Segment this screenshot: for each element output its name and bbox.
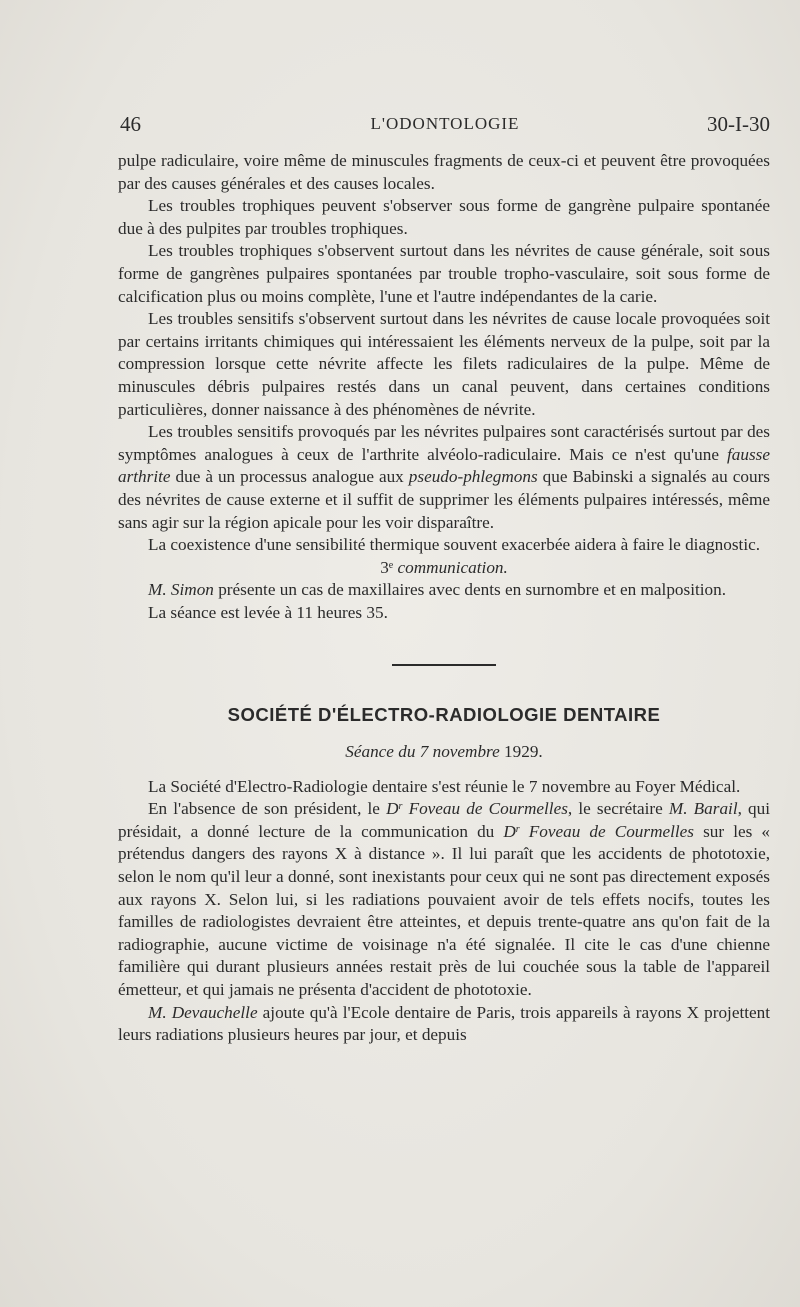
paragraph: Les troubles trophiques s'observent surtout dans les névrites de cause générale, soit sous forme de gangrènes pulpaires spontanées par trouble tropho-vasculaire, soit sous forme de calcification plus ou moins complète, l'une et l'autre indépendantes de la carie. <box>118 241 770 306</box>
paragraph: Les troubles sensitifs s'observent surtout dans les névrites de cause locale provoquées soit par certains irritants chimiques qui intéressaient les éléments nerveux de la pulpe, soit par la compression lorsque cette névrite affecte les filets radiculaires de la pulpe. Même de minuscules débris pulpaires restés dans un canal peuvent, dans certaines conditions particulières, donner naissance à des phénomènes de névrite. <box>118 309 770 419</box>
running-header <box>120 112 770 142</box>
paragraph: pulpe radiculaire, voire même de minuscules fragments de ceux-ci et peuvent être provoquées par des causes générales et des causes locales. <box>118 151 770 193</box>
section-title: SOCIÉTÉ D'ÉLECTRO-RADIOLOGIE DENTAIRE <box>227 704 661 726</box>
paragraph: La Société d'Electro-Radiologie dentaire s'est réunie le 7 novembre au Foyer Médical. <box>148 776 741 796</box>
section-divider <box>392 664 496 666</box>
paragraph: Les troubles sensitifs provoqués par les névrites pulpaires sont caractérisés surtout par des symptômes analogues à ceux de l'arthrite alvéolo-radiculaire. Mais ce n'est qu'une fausse arthrite due à un processus analogue aux pseudo-phlegmons que Babinski a signalés au cours des névrites de cause externe et il suffit de supprimer les éléments pulpaires intéressés, même sans agir sur la région apicale pour les voir disparaître. <box>118 422 770 532</box>
paragraph: M. Devauchelle ajoute qu'à l'Ecole dentaire de Paris, trois appareils à rayons X projettent leurs radiations plusieurs heures par jour, et depuis <box>118 1002 770 1045</box>
paragraph: M. Simon présente un cas de maxillaires avec dents en surnombre et en malposition. <box>148 580 727 600</box>
issue-date: 30-I-30 <box>707 112 770 136</box>
paragraph: La coexistence d'une sensibilité thermique souvent exacerbée aidera à faire le diagnostic. <box>148 535 761 555</box>
journal-title: L'ODONTOLOGIE <box>370 114 520 133</box>
paragraph: Les troubles trophiques peuvent s'observer sous forme de gangrène pulpaire spontanée due à des pulpites par troubles trophiques. <box>118 196 770 238</box>
page-body <box>118 150 770 1047</box>
meeting-date: Séance du 7 novembre 1929. <box>345 742 543 762</box>
paragraph: La séance est levée à 11 heures 35. <box>148 602 388 622</box>
communication-heading: 3e communication. <box>380 557 508 577</box>
paragraph: En l'absence de son président, le $D^r$ Foveau de Courmelles, le secrétaire M. Barail, qui présidait, a donné lecture de la communication du $D^r$ Foveau de Courmelles sur les « prétendus dangers des rayons X à distance ». Il lui paraît que les accidents de phototoxie, selon le nom qu'il leur a donné, sont inexistants pour ceux qui ne sont pas directement exposés aux rayons X. Selon lui, si les radiations pouvaient avoir de tels effets nocifs, toutes les familles de radiologistes devraient être atteintes, et depuis trente-quatre ans qu'on fait de la radiographie, aucune victime de voisinage n'a été signalée. Il cite le cas d'une chienne familière qui durant plusieurs années restait près de lui couchée sous la table de l'appareil émetteur, et qui jamais ne présenta d'accident de phototoxie. <box>118 799 771 999</box>
page-number: 46 <box>120 112 141 136</box>
